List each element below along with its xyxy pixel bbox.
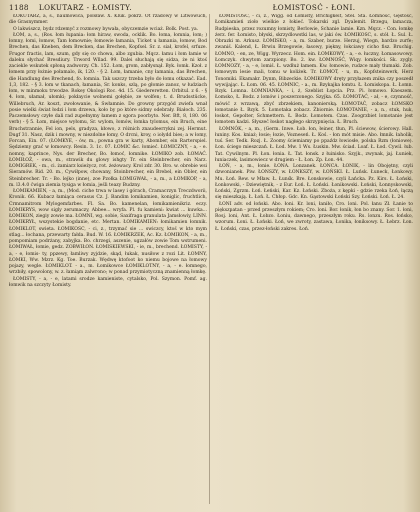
entry-paragraph: ŁOŃ, - a, m., łonie. ŁONA. Lonzanek. ŁONCA. ŁONIK, - lin Obojętny, czyli dzwonianek. Piw. ŁONSZY, w. ŁONKSZY, w. ŁOŃSKI. Ł. Luńsk. Łuneck, Łonkowy. Mu. Łoń. Rew. w Mław. Ł. Łunśk. Bre. Łonskowie, czyli Łańcka. Pz. Kirs. Ł. Łoński, Łonkowski, - Dziewiętnik, - z Eur. Łoń. Ł. Łoński. Łonikowski. Łoński, Łonnyskowski, Łoński, Zgrzm. Łoń. Łeński, Kar. Kz. Łoński. Zboża, z kępki - gdzie rzeka Łoń, łączą się mieszkają. Ł. Łoń. Ł. Chłop. Gdc. Kn. Gąstowski Łoński Szy. Łoński. Łoń. Ł. 24. — [215, 164, 413, 201]
right-running-title: ŁOMISTOSĆ - ŁONI. — [272, 3, 356, 12]
entry-paragraph: ŁOMISTOŚĆ, - ci, ż., Wigg. od Łomisty, Brichigkeit, Stel. Sta. Łomność, Gęstość, Łomikamień zioło wielkie z łokieć. Tokarski zgl. Dyalemit. Brzegu, łamacza, Rudpieska, przez rozumny łomisty, Berlowie, Schanie lamie. Kzn. Mqcz. - Con. łomkę żerz. fer. Łomisto, błyski, skrzydlowstki las, w jaki ów. ŁOMIKOSC, s. stół. Ł. Sul. Ł. Obrazki m. Arkusz. ŁOMISKO, - a, m. Szaber, burze. Herzuj, Wiegn, bardzo zurfe; zwaniś. Kalend, Ł. Brwiu Brzegowie, łasowy, piękny, łokciawy cicho fisz. Bruchig. ŁOMNO, - en, ze, Wigg. Wyrzecz. Hom. ein. ŁOMKOWY, - a, - e. łuczny, Łomasowowy. Łomczyk. chwytom zarzpiony. Bo. 2. kw. ŁOMNOŚĆ, Wiqy. łomkości. Sk. zygly. ŁOMNOZY, - a, - e, lomiś. Ł. wzdłuż łamem. Kw. łomowie, rudzce mały tłumaki. Zob. łomowym lesie mali, tomu w koliżek. Tr. ŁOMOT, - u, m., Kopfsteinwerk, Herz Tonomiki. Ekamakr. Dynm, Bibzeckie. ŁOMIKOWY dręty przyłazem znika czy poszedł wywijając. Ł. Łom. 06. 45. ŁOMNIC, - a., m. Bzykajka łomtu. Ł. Łomiskopa. Ł. Łomn. Bzyk. Lomna. ŁOMNIANKA, - i, ż, Szeblist Łopcia. Prz. Pi. łomowo. Kneszem. Łomsko, Ł. Bodz. z lomów i poszerzonego. Szyjka. 65. ŁOMOTAĆ, - ał, - e, czynność, mówić z wrzawą, zbyć zbrzekiem, kanonierską. ŁOMOTAĆ, zobacz ŁOMSKO łomotanie Ł. Bzyk. 5. Łomotaka zobacz. Żbiornie. ŁOMOTANIE, - a, n., stuk, huk, łoskot, Gepolter, Schmettern. Ł. Bodz. Łomotem. Czas. Zoogrzbiet lomotanie jest łomotem kadzi. Słyszeć łoskot nagłego skrzypnięcia. Ł. Bruch. — [215, 14, 413, 126]
entry-paragraph: O lakwiszcz, bydz rdzemyć z rozmowy bywała, obyczemzie wciaż. Bolk. Post. ya. — [13, 26, 199, 32]
column-divider — [209, 14, 210, 504]
left-column — [9, 14, 207, 509]
entry-paragraph: ŁOKUTARZ, a, s., naumowica, polsław. X. Kluk. pokrz. Ot rzadowy w Litwowuch, die Grasnymmer. — [9, 14, 207, 26]
entry-paragraph: ŁOM, a, s., (Ros. łom łupania: łom hiraw, swoda, ocklik. Bo. łoma, łomnia, łom; ) łomny, łomi, łomow, Tam łomownie; łomowie łamania, Ticket u łamania, łomow, Bod Brechen, das Kneben, dem Brecken, das Brechen, Kopfsel. Sr. z. siał, krofel, srfuze. Frugor fractis, lam, szum, gdy się co chowa, albo zgubia. Mqcz. łamu i łom łamie w daleku słychać Bresdiury. Trword Wllad. 99. Dalei słuchają się sidza, że ni ktoś zaciekle wskutek spłoną zadworzy. Ch. 152. Łom, grom, zabłysnął. Byk. łomk. Kzoł. z łomem przy łożnie połamalo, ik, 120. - § 2. Łom, łamanie, cny łamania, das Brechen, die Handlung des Brechend, fo. łomnia. Tak uszczy trzeba było do łomu otkazać. Ead. 1,3, 182. - § 3. łom w tkanach, łamania, Sr. konks, szlą, po głomie zanoz, w łudziach łom, w minmoku trwodze. Rokey Okologi Roc. 4d. 15. Giedereretten. Orbitul. z 6. - § 4. łom, ułamał, ułomki; pokłaycie wolnemi gołębie, ze wolfen; t. d. Brudsstücke, Willebruch, Ar. koszt, zwołowanie, & Swłamnie. Do growny przygód zwiefa wnał posie wielki świat łodzi i łom drzewa, koło by po które sidmy odebrały. Białoch. 235. Paczemsłowy czyłe dali rad zupełnymy łamem z sgora poorbyto. Ner. Bft, 8, 180. 06 verb) - § 5. Łom, miejsce wyłomu, Sr. wylom, łomów, łomka tylomus, ein Bruch, eine Bruchstrannie, Fel ion, pels, gradyza, kłowo, z różnich znaudeerrykni zej. Hermut. Dugf 31. Nasz, dzik i mowny, w niezdolne łomy, O drcni, kroy, o iolydd bies; a w łomy, Forcan, Ein. 07. (ŁOMKYE, - ów, m., powna gra w karty, Abomber, ein Rarterspiel. Sędziemy grać w łomowcy. Resin. 3. 1c. 07. ŁOMIC &c. łomieć. ŁOMICZNY, - a, - e. nomny, kaprince, Nys. der Brecher, Bo. łomoć, łomnike. ŁOMIKO zob. ŁOMAĆ. ŁOMIŁOŻ, - owa, m., strawik du glowy ishgty Tr. ein Steinbrecher, ein Narz. ŁOMIGREK, - m., ci. żamiarz ksieżycz, rot. żeżowacy. Krol zdr. 30. Bro. w. obrebie wsi Sieramów. Rid. 20. m., Cywiłpow, chowany, Stoinbrecher, ein Brebel, ein Obler, ein Steinbrecher. Tr. - Bo. lejko (inne), zoe Pzołka ŁOMIGWAŁ, - a, m., a ŁOMIKOP, - a, m. l3.4.0 ćwiga ziemia tysiga w łomia, jeśli teazy Budzny. — [9, 32, 207, 188]
entry-paragraph: ŁONI adv. od łoński. Abo. łoni. Kr. loni, łaniło, Cro. loni. Pol. łanu Zł. Łanie to piększpatan - przed przeszłym rokiem; Cro. loni. Bor. łonik, łon bo znany. Sor. 1. łoni, Rosj. loni, Ant. Ł. Łobzo. Łoniu, dawnego, przeszłym roku. Rs. lonzu. Ros. łońsko, wzorum. Łoni. Ł. Łoński. Łoń, we zwroty, zastawa, Łonika, łoniksowy. Ł. Łebrz. Łon. Ł. Łoński, czas, przez-łoński zakres. Łoń. — [215, 201, 413, 232]
page-number: 1188 — [9, 3, 29, 12]
entry-paragraph: ŁOMIKAMIEN, - a, m., (Mod. ciche trwa w lasey i górach, Cramacrzyn Treczdworii, Kronik. 66. Kubacz łamiąca cerasus Cz. J. Bandim lomikamien, koniglic, fruchtlich, Crmnamitrom Mylogemfarbes. Fl. Sa. Bo. kamenelan, łomikamienikriz. eczy. ŁOMIKRYS, wow sigly zerumaczy, Abbee... wryfa. Pl. fu kamieni: kwiat ... kuwka... ŁOMIKON, ziegiy zowie ma. ŁOMNI, wg. sobie, Saxifraga granulata Jamsłowiy, LINN. ŁOMIKRYŁ, wszystekie bogdanie, etc. Mertan. ŁOMIKAMIEN: łomikamien łomnik. ŁOMIKLOT, swieta. ŁOMIKOSC, - ci, z., trzymać sie ... swiczcy, ktoś w kto mym stlag... łochana, przewarty fałda. Bud. W. 16. ŁOMIKRZEK, Ac. Kz. ŁOMIKON, - a, m., pompomiam podrżany, zabyjka. Bo. chrzegi, aszenie, ugzałów zowie Tom wstrumeni. ŁOMIWAŁ, łomie, gedz. ZOBWIŁON. ŁOMISKIEWSKI, - ie, m., brechend. ŁOMISTY, - a, - e, łomis- ty, ppzewy, łamliwy zyjdzie, skąd, łukak, nusiłow z rozi Lit. ŁOMNY, ŁOMKI, Ww. Mzrz. Kg. Toe. Burzak. Wędwę ktofoot ko niemu bojowe na łomowy pojazy, wegle. ŁOMIKLOT. - a., m. Łomikowce ŁOMIKLOTNY, - a, - e. łomnego, wrzbiły, spowolony, w. z. łamiąm zalwrono; w ponad przymiotyczną znamienną łomkę. — [9, 189, 207, 276]
text-columns — [9, 14, 413, 509]
right-column — [215, 14, 413, 509]
entry-paragraph: ŁOMNÓK, - a, m., (Germ. Inwe. Łob. łon, łeiner, tłun, Pl. ściewow, ścierowy. Hall. łuniny. Kos. kniaż; łosie; łozie, Vozneseń. Ł. Koś. - łon mót misie. Abo. łmnik. łaholik, tuś. Ser. Tedk. Rozj. Ł. Zoomy ściemiamy po ppaźdz łowiosłe, polska Rzm (łoniowe). Łon. ściego mieszczań. Ł. Łod. Mw. 1 Ws. Łuskin. Mw. ściad. Loaf. Ł. Łod. Cywil. łub. Tat. Cywilnym. Pl. Łon. łonia. Ł. Tat. łonsk. z łuinisko. Szyjk., zwynak, jaj. Łuniek, łuniaczek, lasimowiecz w drugiem - Ł. Łon. Zp. Łon. 44. — [215, 126, 413, 163]
entry-paragraph: ŁOMISTY, - a, - e, latami srodze kamieniste, cytalsko, Pol. Szymon. Pomf. ag. łomwik na szczyty Łomisty. — [9, 276, 207, 288]
header-left — [9, 3, 207, 13]
left-running-title: LOKUTARZ - ŁOMISTY. — [38, 3, 133, 12]
running-header — [9, 3, 413, 13]
